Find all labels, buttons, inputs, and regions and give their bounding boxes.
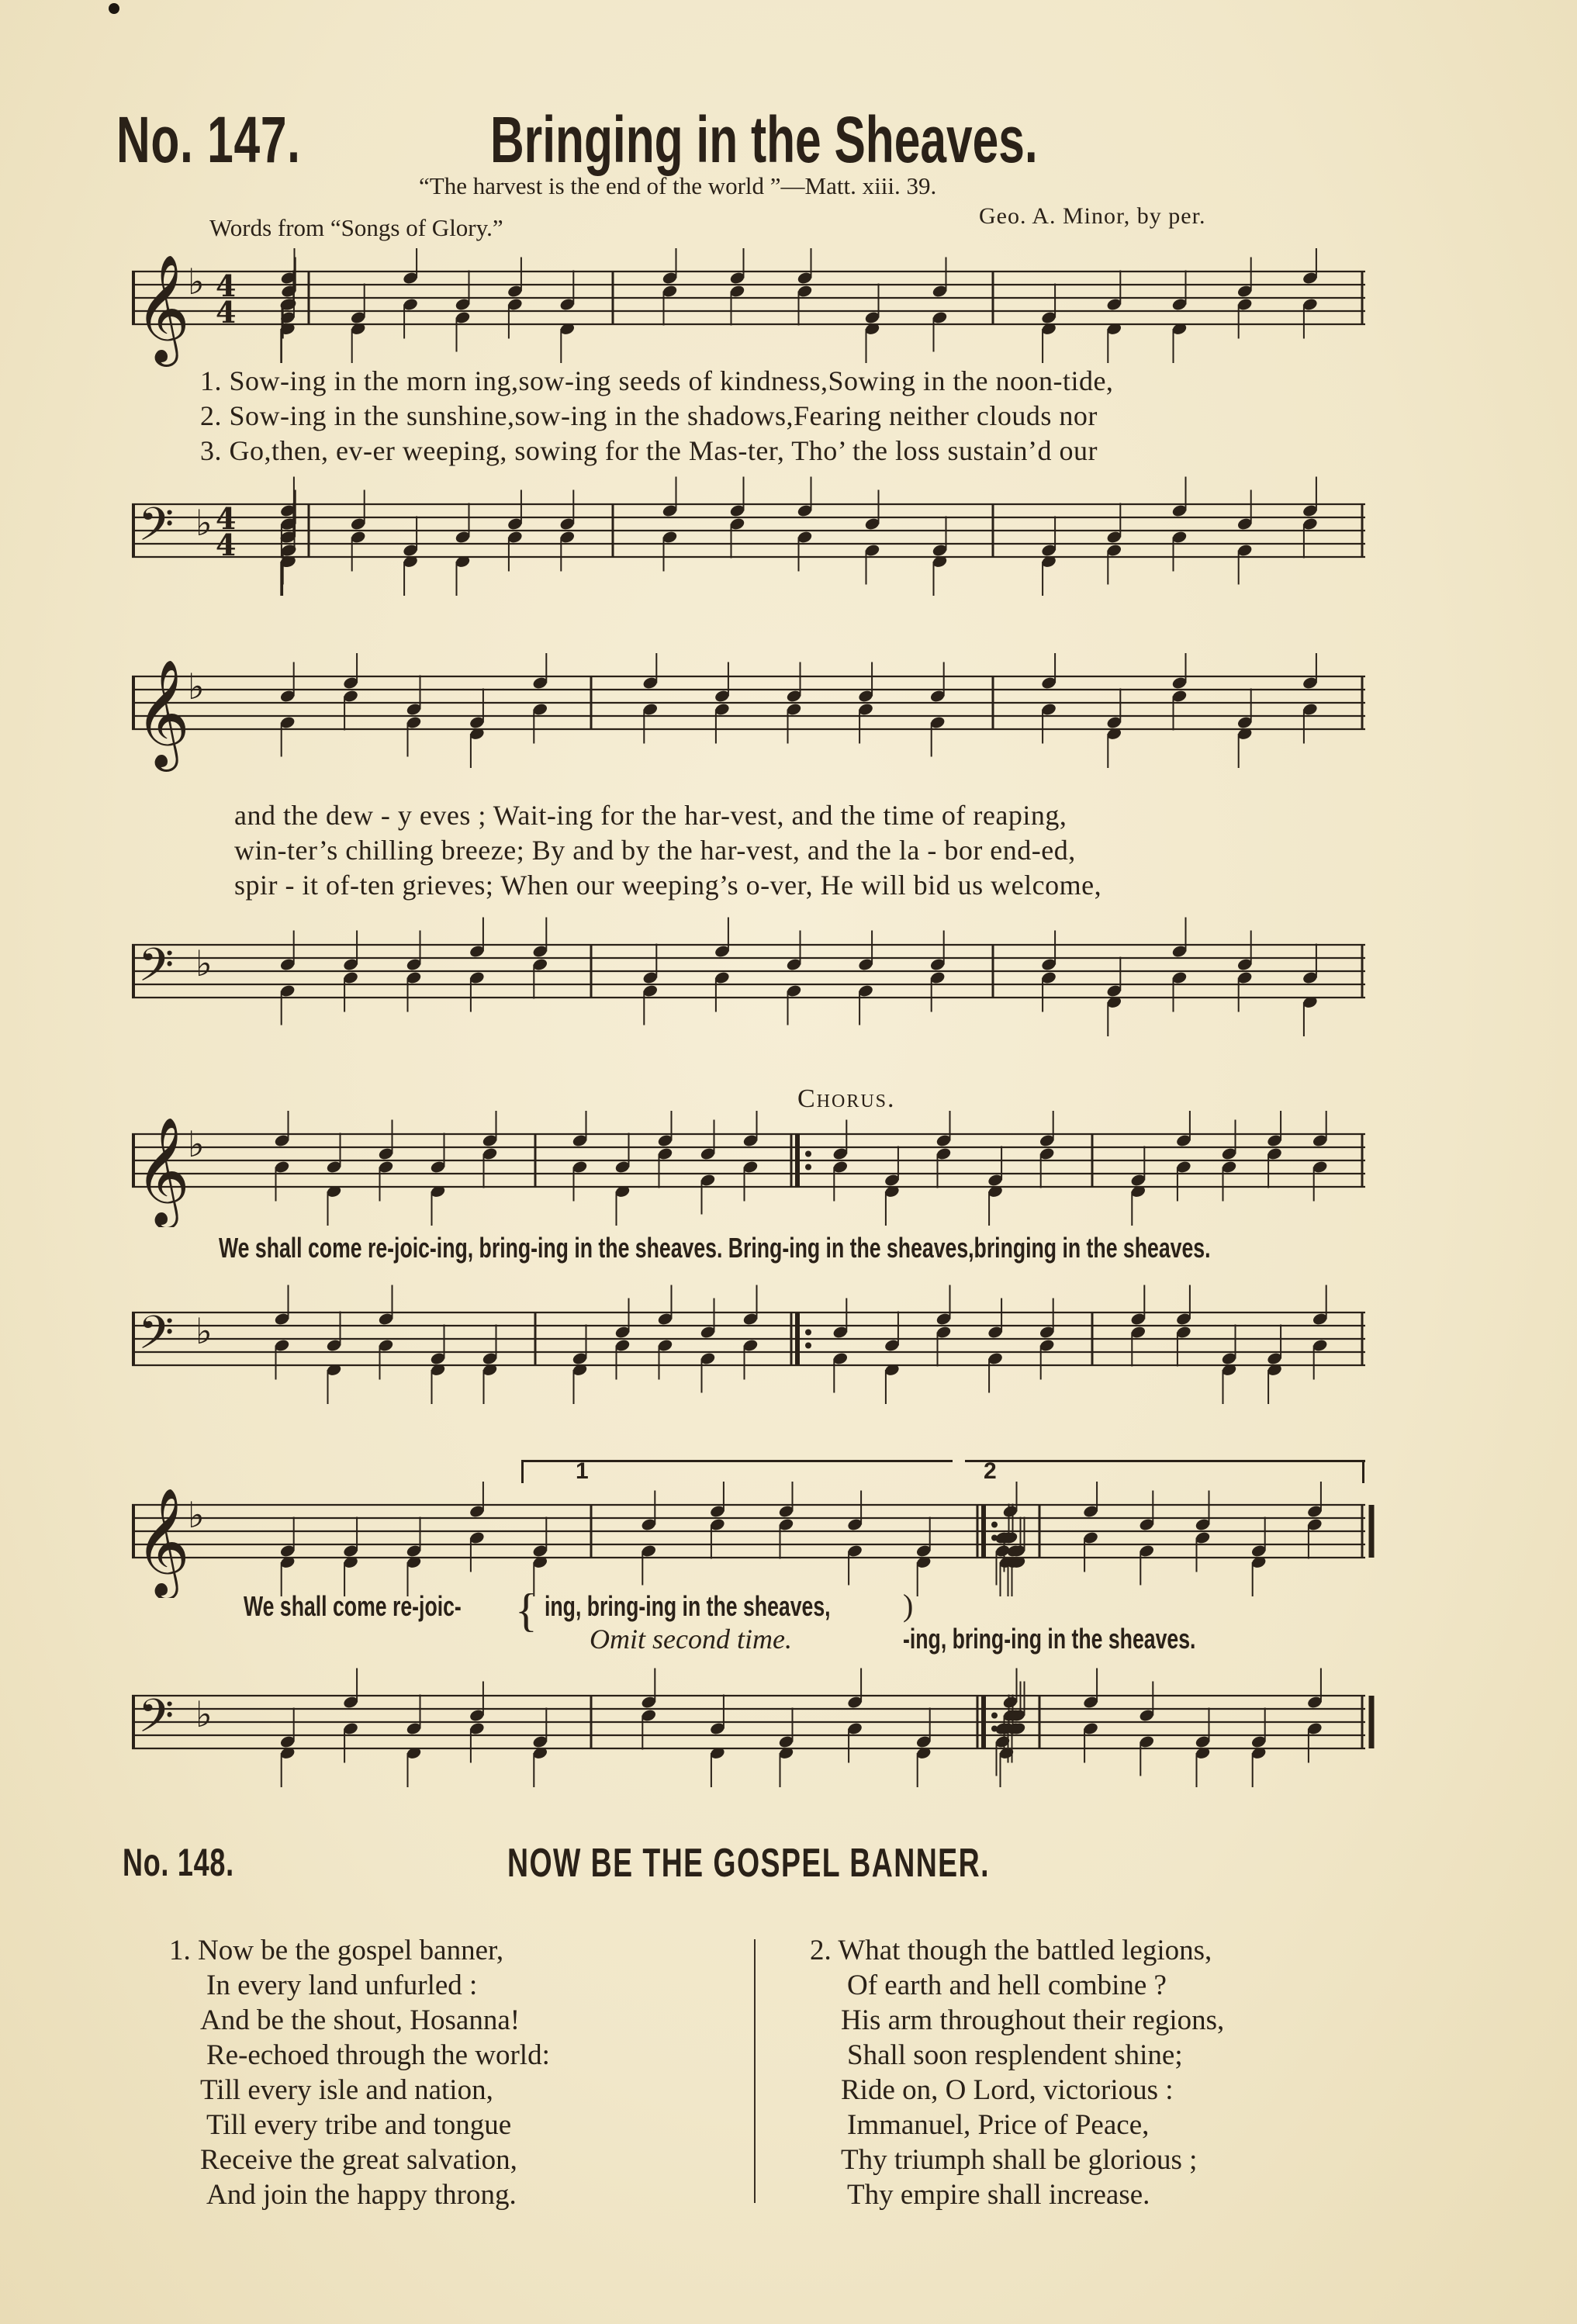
verse-1-line-5: Till every isle and nation, [200,2074,493,2106]
chorus-lyric: We shall come re-joic-ing, bring-ing in the sheaves. Bring-ing in the sheaves,bringing in the sheaves. [219,1232,1211,1264]
system-3-treble-staff [116,1111,1381,1227]
flat-icon: ♭ [188,666,205,707]
first-ending-number: 1 [576,1458,589,1484]
repeat-dot [805,1164,811,1171]
scripture-reference: “The harvest is the end of the world ”—Matt. xiii. 39. [419,172,937,199]
system-4-lyric-b: ing, bring-ing in the sheaves, [545,1590,831,1622]
verse-1-line-6: Till every tribe and tongue [206,2109,512,2141]
chorus-label: Chorus. [797,1084,896,1113]
system-2-lyric-verse-1: and the dew - y eves ; Wait-ing for the har-vest, and the time of reaping, [234,800,1067,831]
lyric-brace-right: ) [903,1588,914,1623]
system-4-bass-staff [116,1665,1381,1797]
system-1-lyric-verse-1: 1. Sow-ing in the morn ing,sow-ing seeds of kindness,Sowing in the noon-tide, [200,365,1114,396]
bass-clef-icon: 𝄢 [138,1306,175,1371]
system-2-treble-staff [116,653,1381,785]
repeat-dot [991,1522,998,1528]
flat-icon: ♭ [195,1693,213,1735]
verse-1-line-2: In every land unfurled : [206,1970,478,2001]
flat-icon: ♭ [195,502,213,544]
verse-2-line-5: Ride on, O Lord, victorious : [841,2074,1174,2106]
omit-instruction: Omit second time. [590,1624,792,1655]
lyric-brace-left: { [515,1585,538,1636]
verse-2-line-2: Of earth and hell combine ? [847,1970,1167,2001]
system-4-lyric-c: -ing, bring-ing in the sheaves. [903,1623,1196,1655]
verse-2-line-8: Thy empire shall increase. [847,2179,1150,2211]
second-ending-bracket [965,1460,1365,1462]
verse-1-line-1: 1. Now be the gospel banner, [169,1935,504,1966]
hymn-148-verse-1 [169,1933,550,2212]
system-1-bass-staff [116,473,1381,605]
system-3-bass-staff [116,1281,1381,1413]
words-credit: Words from “Songs of Glory.” [209,214,503,241]
first-ending-bracket-left [521,1460,524,1483]
system-1-lyric-verse-2: 2. Sow-ing in the sunshine,sow-ing in the shadows,Fearing neither clouds nor [200,400,1098,431]
verse-1-line-4: Re-echoed through the world: [206,2039,550,2071]
flat-icon: ♭ [188,261,205,303]
hymn-148-verse-2 [810,1933,1224,2212]
repeat-dot [991,1713,998,1719]
system-2-lyric-verse-2: win-ter’s chilling breeze; By and by the har-vest, and the la - bor end-ed, [234,835,1076,866]
system-2-lyric-verse-3: spir - it of-ten grieves; When our weeping’s o-ver, He will bid us welcome, [234,870,1102,901]
treble-clef-icon: 𝄞 [135,659,190,767]
system-1-treble-staff [116,248,1381,372]
system-4-treble-staff [116,1482,1381,1598]
bass-clef-icon: 𝄢 [138,1689,175,1754]
system-1-lyric-verse-3: 3. Go,then, ev-er weeping, sowing for the Mas-ter, Tho’ the loss sustain’d our [200,435,1098,466]
flat-icon: ♭ [188,1494,205,1536]
bass-clef-icon: 𝄢 [138,497,175,562]
system-4-lyric-a: We shall come re-joic- [244,1590,462,1622]
time-signature-digit: 4 [216,527,237,562]
verse-2-line-6: Immanuel, Price of Peace, [847,2109,1150,2141]
hymn-title: Bringing in the Sheaves. [490,103,1038,176]
time-signature-digit: 4 [216,268,237,303]
repeat-dot [805,1151,811,1157]
flat-icon: ♭ [195,1310,213,1352]
flat-icon: ♭ [188,1123,205,1165]
verse-2-line-7: Thy triumph shall be glorious ; [841,2144,1198,2176]
second-ending-bracket-right [1362,1460,1364,1483]
verse-1-line-8: And join the happy throng. [206,2179,517,2211]
verse-2-line-4: Shall soon resplendent shine; [847,2039,1183,2071]
system-2-bass-staff [116,914,1381,1038]
treble-clef-icon: 𝄞 [135,1117,190,1225]
verse-2-line-3: His arm throughout their regions, [841,2004,1225,2036]
verse-2-line-1: 2. What though the battled legions, [810,1935,1212,1966]
verse-divider [754,1939,756,2203]
second-ending-number: 2 [984,1458,997,1484]
time-signature-digit: 4 [216,501,237,536]
verse-1-line-7: Receive the great salvation, [200,2144,517,2176]
repeat-dot [805,1330,811,1336]
bass-clef-icon: 𝄢 [138,938,175,1003]
hymn-148-title: NOW BE THE GOSPEL BANNER. [507,1841,990,1886]
flat-icon: ♭ [195,942,213,984]
verse-1-line-3: And be the shout, Hosanna! [200,2004,520,2036]
treble-clef-icon: 𝄞 [135,1488,190,1596]
ink-dot [109,3,119,14]
hymn-number: No. 147. [116,103,301,176]
repeat-dot [805,1343,811,1349]
music-credit: Geo. A. Minor, by per. [979,203,1206,229]
time-signature-digit: 4 [216,295,237,330]
hymn-148-number: No. 148. [123,1841,234,1884]
treble-clef-icon: 𝄞 [135,254,190,362]
